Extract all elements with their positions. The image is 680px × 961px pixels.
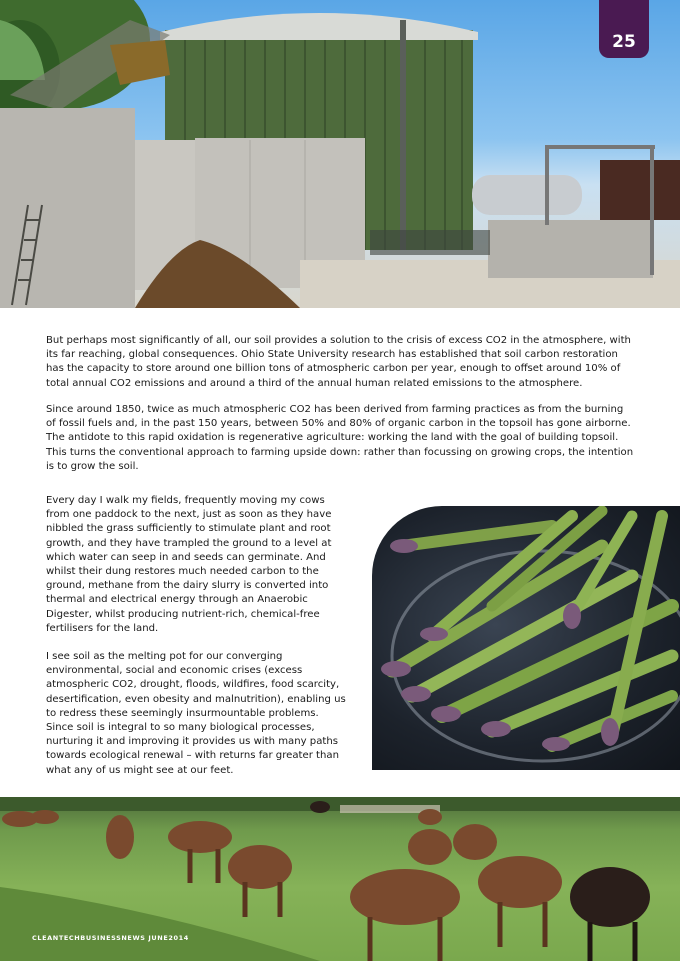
- paragraph-farming-history: Since around 1850, twice as much atmospheric CO2 has been derived from farming practices as from the burning of fossil fuels and, in the past 150 years, between 50% and 80% of organic carbon in the topsoil has gone airborne.: [46, 404, 631, 430]
- footer-publication-name: CLEANTECHBUSINESSNEWS JUNE2014: [32, 934, 189, 942]
- history-paragraph: [46, 403, 636, 474]
- paragraph-soil-carbon: But perhaps most significantly of all, our soil provides a solution to the crisis of excess CO2 in the atmosphere, with its far reaching, global consequences. Ohio State University research has established that soil carbon restoration has the capacity to store around one billion tons of atmospheric carbon per year, enough to offset around 10% of total annual CO2 emissions and around a third of the annual human related emissions to the atmosphere.: [46, 335, 631, 389]
- left-column: [46, 494, 346, 792]
- page-number: 25: [612, 32, 636, 52]
- paragraph-daily-walk: Every day I walk my fields, frequently moving my cows from one paddock to the next, just as soon as they have nibbled the grass sufficiently to stimulate plant and root growth, and they have trampled the ground to a level at which water can seep in and seeds can germinate. And whilst their dung restores much needed carbon to the ground, methane from the dairy slurry is converted into thermal and electrical energy through an Anaerobic Digester, whilst producing nutrient-rich, chemical-free fertilisers for the land.: [46, 495, 332, 634]
- paragraph-melting-pot: I see soil as the melting pot for our converging environmental, social and economic crises (excess atmospheric CO2, drought, floods, wildfires, food scarcity, desertification, even obesity and malnutrition), enabling us to redress these seemingly insurmountable problems. Since soil is integral to so many biological processes, nurturing it and improving it provides us with many paths towards ecological renewal – with returns far greater than what any of us might see at our feet.: [46, 651, 346, 776]
- intro-paragraph: [46, 334, 636, 391]
- asparagus-photo: [372, 506, 680, 770]
- page-number-badge: [599, 0, 649, 58]
- paragraph-regenerative-agriculture: The antidote to this rapid oxidation is regenerative agriculture: working the land with the goal of building topsoil. This turns the conventional approach to farming upside down: rather than focussing on growing crops, the intention is to grow the soil.: [46, 432, 634, 472]
- anaerobic-digester-photo: [0, 0, 680, 308]
